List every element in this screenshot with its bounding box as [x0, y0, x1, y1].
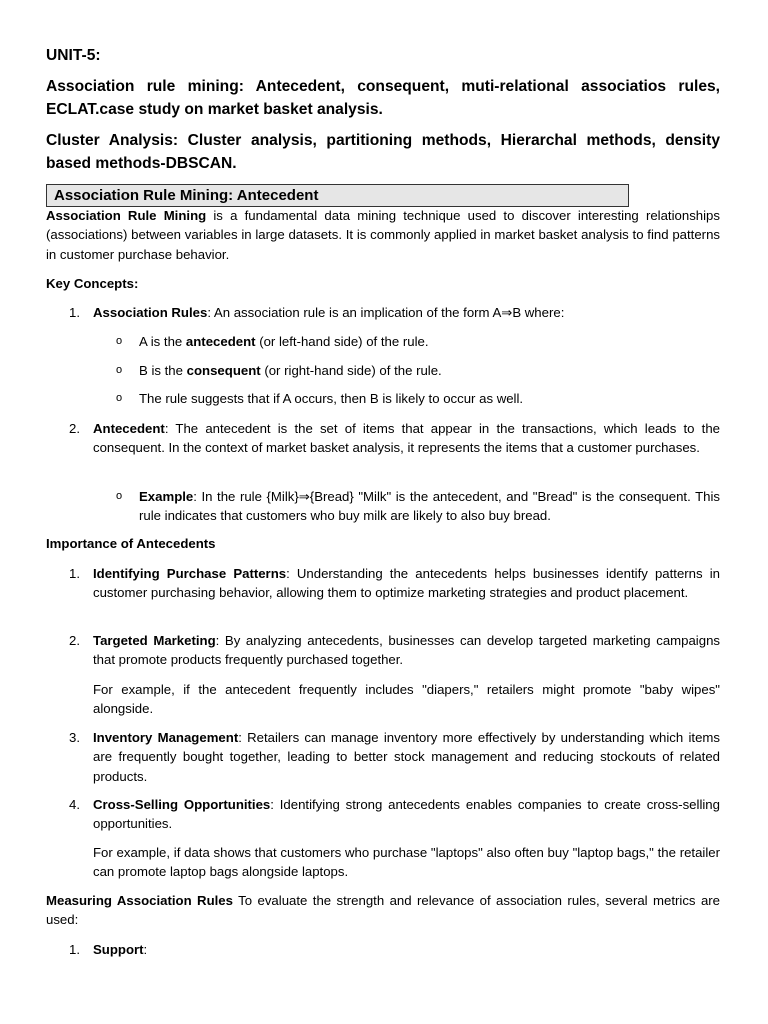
- list-item: [93, 940, 720, 959]
- importance-heading: Importance of Antecedents: [46, 536, 216, 551]
- list-item-note: For example, if data shows that customers who purchase "laptops" also often buy "laptop bags," the retailer can promote laptop bags alongside laptops.: [93, 845, 720, 880]
- list-item-term: Cross-Selling Opportunities: [93, 797, 271, 812]
- sub-item-text: (or left-hand side) of the rule.: [255, 334, 429, 349]
- measuring-paragraph: [46, 891, 720, 930]
- sub-list-item: [139, 487, 720, 526]
- sub-item-term: consequent: [186, 363, 261, 378]
- unit-topic-cluster: Cluster Analysis: Cluster analysis, partitioning methods, Hierarchal methods, density based methods-DBSCAN.: [46, 132, 720, 172]
- sub-item-text: : In the rule {Milk}⇒{Bread} "Milk" is the antecedent, and "Bread" is the consequent. This rule indicates that customers who buy milk are likely to also buy bread.: [139, 489, 720, 524]
- list-item-text: : Identifying strong antecedents enables companies to create cross-selling opportunities.: [93, 797, 720, 832]
- sub-list-item: [139, 332, 720, 351]
- list-item-term: Support: [93, 942, 144, 957]
- list-item-note: For example, if the antecedent frequently includes "diapers," retailers might promote "baby wipes" alongside.: [93, 682, 720, 717]
- list-number: 2.: [69, 633, 80, 648]
- list-item-text: : By analyzing antecedents, businesses can develop targeted marketing campaigns that promote products frequently purchased together.: [93, 633, 720, 668]
- bullet-circle-icon: o: [116, 335, 123, 347]
- unit-topic-association: Association rule mining: Antecedent, consequent, muti-relational associatios rules, ECLAT.case study on market basket analysis.: [46, 78, 720, 118]
- intro-paragraph: [46, 206, 720, 264]
- measuring-text: To evaluate the strength and relevance of association rules, several metrics are used:: [46, 893, 721, 928]
- unit-title: UNIT-5:: [46, 47, 101, 64]
- list-item-term: Antecedent: [93, 421, 165, 436]
- bullet-circle-icon: o: [116, 490, 123, 502]
- list-number: 1.: [69, 566, 80, 581]
- list-item: [93, 303, 720, 322]
- intro-text: is a fundamental data mining technique used to discover interesting relationships (associations) between variables in large datasets. It is commonly applied in market basket analysis to find patterns in customer purchase behavior.: [46, 208, 720, 262]
- list-item-term: Identifying Purchase Patterns: [93, 566, 287, 581]
- bullet-circle-icon: o: [116, 392, 123, 404]
- list-number: 1.: [69, 305, 80, 320]
- key-concepts-heading: Key Concepts:: [46, 276, 139, 291]
- section-heading: Association Rule Mining: Antecedent: [46, 184, 629, 207]
- list-number: 3.: [69, 730, 80, 745]
- sub-item-text: B is the: [139, 363, 187, 378]
- list-item: [93, 419, 720, 458]
- list-item-text: :: [143, 942, 148, 957]
- list-item-term: Targeted Marketing: [93, 633, 216, 648]
- sub-item-text: A is the: [139, 334, 186, 349]
- list-item: [93, 728, 720, 786]
- list-number: 4.: [69, 797, 80, 812]
- list-item: [93, 795, 720, 834]
- sub-item-term: Example: [139, 489, 194, 504]
- measuring-term: Measuring Association Rules: [46, 893, 233, 908]
- bullet-circle-icon: o: [116, 364, 123, 376]
- sub-list-item: [139, 361, 720, 380]
- list-item: [93, 564, 720, 603]
- list-item: [93, 631, 720, 670]
- list-item-text: : Understanding the antecedents helps businesses identify patterns in customer purchasing behavior, allowing them to optimize marketing strategies and product placement.: [93, 566, 721, 601]
- intro-term: Association Rule Mining: [46, 208, 207, 223]
- list-item-text: : The antecedent is the set of items that appear in the transactions, which leads to the consequent. In the context of market basket analysis, it represents the items that a customer purchases.: [93, 421, 720, 456]
- list-item-term: Inventory Management: [93, 730, 239, 745]
- sub-item-text: The rule suggests that if A occurs, then B is likely to occur as well.: [139, 391, 524, 406]
- sub-item-text: (or right-hand side) of the rule.: [260, 363, 442, 378]
- list-item-text: : Retailers can manage inventory more effectively by understanding which items are frequently bought together, leading to better stock management and reducing stockouts of related products.: [93, 730, 720, 784]
- list-item-text: : An association rule is an implication of the form A⇒B where:: [207, 305, 565, 320]
- sub-item-term: antecedent: [185, 334, 256, 349]
- list-number: 2.: [69, 421, 80, 436]
- list-item-term: Association Rules: [93, 305, 208, 320]
- list-number: 1.: [69, 942, 80, 957]
- sub-list-item: [139, 389, 720, 408]
